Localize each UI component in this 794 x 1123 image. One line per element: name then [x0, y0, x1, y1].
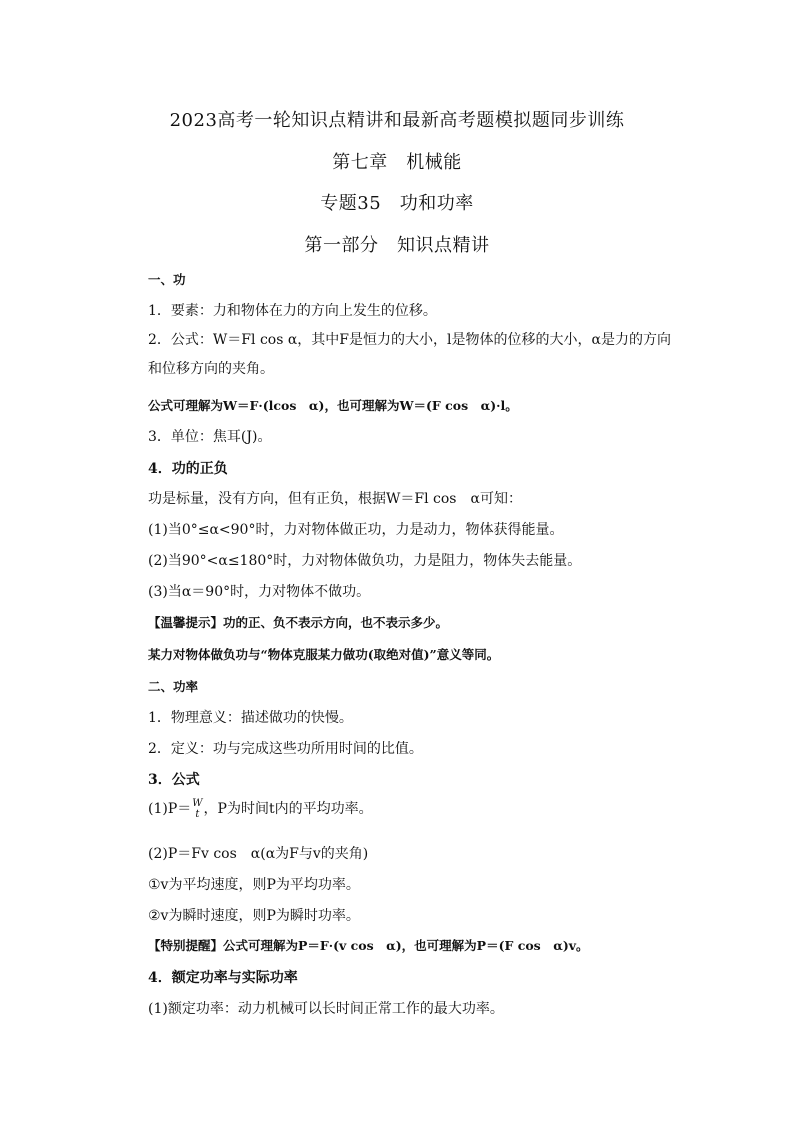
power-definition: 2．定义：功与完成这些功所用时间的比值。: [148, 741, 423, 757]
tip-note: 【温馨提示】功的正、负不表示方向，也不表示多少。: [148, 615, 449, 630]
fraction-numerator: W: [192, 798, 203, 809]
work-sign-intro: 功是标量，没有方向，但有正负，根据W＝Fl cos α可知：: [148, 491, 522, 507]
section-heading-work: 一、功: [148, 272, 186, 287]
formula-prefix: (1)P＝: [148, 801, 192, 817]
rated-power-definition: (1)额定功率：动力机械可以长时间正常工作的最大功率。: [148, 1001, 504, 1017]
formula-suffix: ，P为时间t内的平均功率。: [203, 801, 373, 817]
work-unit: 3．单位：焦耳(J)。: [148, 429, 272, 445]
power-formula-heading: 3．公式: [148, 772, 200, 788]
chapter-heading: 第七章 机械能: [332, 152, 462, 173]
work-negative: (2)当90°<α≤180°时，力对物体做负功，力是阻力，物体失去能量。: [148, 553, 582, 569]
work-formula: 2．公式：W＝Fl cos α，其中F是恒力的大小，l是物体的位移的大小，α是力的方向和位移方向的夹角。: [148, 332, 671, 377]
fraction-denominator: t: [195, 809, 200, 820]
work-zero: (3)当α＝90°时，力对物体不做功。: [148, 584, 371, 600]
rated-power-heading: 4．额定功率与实际功率: [148, 970, 298, 986]
instant-power-formula: (2)P＝Fv cos α(α为F与v的夹角): [148, 846, 369, 862]
fraction: [192, 798, 202, 820]
work-positive: (1)当0°≤α<90°时，力对物体做正功，力是动力，物体获得能量。: [148, 522, 564, 538]
special-tip: 【特别提醒】公式可理解为P＝F·(v cos α)，也可理解为P＝(F cos α)v。: [148, 938, 589, 953]
instant-power-case: ②v为瞬时速度，则P为瞬时功率。: [148, 908, 360, 924]
work-sign-heading: 4．功的正负: [148, 461, 228, 477]
average-power-formula: [148, 798, 373, 820]
tip-note-2: 某力对物体做负功与“物体克服某力做功(取绝对值)”意义等同。: [148, 647, 500, 662]
section-heading-power: 二、功率: [148, 679, 199, 694]
average-power-case: ①v为平均速度，则P为平均功率。: [148, 877, 360, 893]
topic-heading: 专题35 功和功率: [320, 193, 474, 214]
work-elements: 1．要素：力和物体在力的方向上发生的位移。: [148, 303, 437, 319]
power-meaning: 1．物理意义：描述做功的快慢。: [148, 710, 353, 726]
part-heading: 第一部分 知识点精讲: [304, 235, 490, 256]
work-formula-note: 公式可理解为W＝F·(lcos α)，也可理解为W＝(F cos α)·l。: [148, 398, 518, 413]
document-title: 2023高考一轮知识点精讲和最新高考题模拟题同步训练: [169, 110, 625, 131]
